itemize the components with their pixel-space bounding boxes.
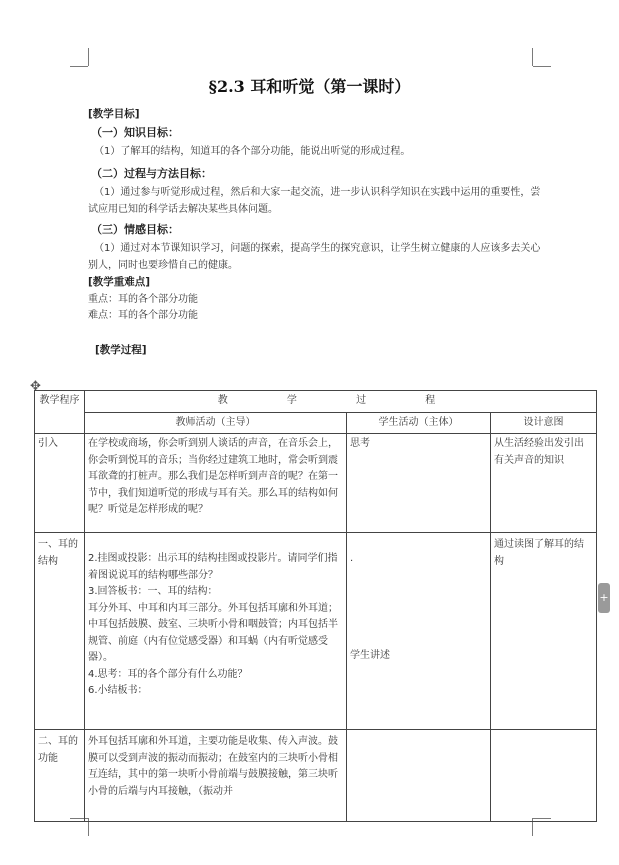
objectives-heading: [教学目标] xyxy=(88,108,140,120)
teacher-line: 4.思考：耳的各个部分有什么功能？ xyxy=(88,668,248,680)
crop-mark-top-left-h xyxy=(70,66,88,67)
document-title: §2.3 耳和听觉（第一课时） xyxy=(208,77,411,96)
row-program: 引入 xyxy=(35,434,85,533)
table-row xyxy=(35,533,597,730)
difficult-point: 难点：耳的各个部分功能 xyxy=(88,310,198,321)
table-row xyxy=(35,434,597,533)
table-header-row-2 xyxy=(35,412,597,434)
row-design-intent xyxy=(491,730,597,822)
teacher-line: 3.回答板书：一、耳的结构： xyxy=(88,586,218,597)
row-program: 二、耳的功能 xyxy=(35,730,85,822)
student-note: . xyxy=(350,553,354,564)
teacher-line: 耳分外耳、中耳和内耳三部分。外耳包括耳廓和外耳道；中耳包括鼓膜、鼓室、三块听小骨和咽鼓管；内耳包括半规管、前庭（内有位觉感受器）和耳蜗（内有听觉感受器）。 xyxy=(88,602,338,663)
row-design-intent: 从生活经验出发引出有关声音的知识 xyxy=(491,434,597,533)
teacher-line: 6.小结板书： xyxy=(88,685,148,696)
process-heading: （二）过程与方法目标： xyxy=(91,167,212,180)
row-teacher-activity xyxy=(85,533,347,730)
row-teacher-activity: 外耳包括耳廓和外耳道，主要功能是收集、传入声波。鼓膜可以受到声波的振动而振动；在鼓室内的三块听小骨相互连结，其中的第一块听小骨前端与鼓膜接触，第三块听小骨的后端与内耳接触，（振动并 xyxy=(85,730,347,822)
table-move-handle-icon[interactable]: ✥ xyxy=(30,379,41,394)
header-program: 教学程序 xyxy=(35,391,85,434)
knowledge-text: （1）了解耳的结构，知道耳的各个部分功能，能说出听觉的形成过程。 xyxy=(94,146,411,157)
header-intent: 设计意图 xyxy=(491,412,597,434)
plus-icon: + xyxy=(599,591,609,604)
header-student: 学生活动（主体） xyxy=(347,412,491,434)
teaching-process-table xyxy=(34,390,597,822)
row-teacher-activity: 在学校或商场，你会听到别人谈话的声音，在音乐会上，你会听到悦耳的音乐；当你经过建筑工地时，常会听到震耳欲聋的打桩声。那么我们是怎样听到声音的呢？在第一节中，我们知道听觉的形成与耳有关。那么耳的结构如何呢？听觉是怎样形成的呢？ xyxy=(85,434,347,533)
row-student-activity: 思考 xyxy=(347,434,491,533)
row-student-activity xyxy=(347,533,491,730)
crop-mark-top-right-v xyxy=(532,48,533,66)
header-process: 教 学 过 程 xyxy=(85,391,597,413)
header-teacher: 教师活动（主导） xyxy=(85,412,347,434)
knowledge-heading: （一）知识目标： xyxy=(91,126,179,139)
row-program: 一、耳的结构 xyxy=(35,533,85,730)
keypoints-heading: [教学重难点] xyxy=(88,276,151,288)
key-point: 重点：耳的各个部分功能 xyxy=(88,294,198,305)
emotion-heading: （三）情感目标： xyxy=(91,223,179,236)
student-note: 学生讲述 xyxy=(350,649,390,661)
row-design-intent: 通过读图了解耳的结构 xyxy=(491,533,597,730)
crop-mark-top-left-v xyxy=(88,48,89,66)
table-row xyxy=(35,730,597,822)
crop-mark-top-right-h xyxy=(533,66,551,67)
teacher-line: 2.挂图或投影：出示耳的结构挂图或投影片。请同学们指着图说说耳的结构哪些部分？ xyxy=(88,553,338,581)
side-expand-tab[interactable] xyxy=(598,583,610,613)
process-text: （1）通过参与听觉形成过程，然后和大家一起交流，进一步认识科学知识在实践中运用的重要性，尝试应用已知的科学话去解决某些具体问题。 xyxy=(88,187,541,215)
teaching-process-heading: [教学过程] xyxy=(95,344,147,356)
row-student-activity xyxy=(347,730,491,822)
emotion-text: （1）通过对本节课知识学习，问题的探索，提高学生的探究意识，让学生树立健康的人应该多去关心别人，同时也要珍惜自己的健康。 xyxy=(88,243,541,271)
table-header-row-1 xyxy=(35,391,597,413)
